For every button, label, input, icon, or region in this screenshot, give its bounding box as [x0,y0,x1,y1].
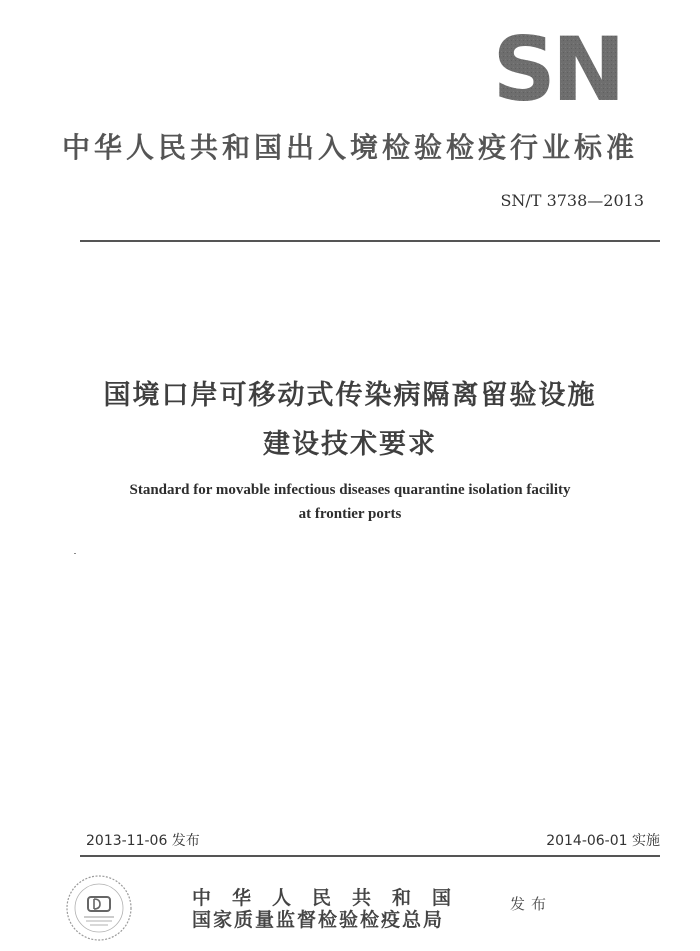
sn-logo-graphic [484,30,630,106]
issuer-agency: 国家质量监督检验检疫总局 [192,909,445,931]
scan-speck [74,553,76,554]
sn-logo [484,30,630,106]
industry-title: 中华人民共和国出入境检验检疫行业标准 [61,131,638,164]
publisher-stamp-icon [64,873,134,943]
top-divider [80,240,660,242]
chinese-title-line-1: 国境口岸可移动式传染病隔离留验设施 [103,380,597,411]
english-title-line-1: Standard for movable infectious diseases quarantine isolation facility [129,482,571,498]
english-title-line-2: at frontier ports [298,506,402,522]
effective-date: 2014-06-01 实施 [546,833,660,849]
issue-date: 2013-11-06 发布 [86,833,200,849]
standard-number: SN/T 3738—2013 [500,191,644,210]
chinese-title-line-2: 建设技术要求 [263,429,437,460]
bottom-divider [80,855,660,857]
issue-verb: 发布 [510,895,553,913]
issuer-country: 中华人民共和国 [192,887,473,909]
sn-logo-text: SN [492,30,622,106]
